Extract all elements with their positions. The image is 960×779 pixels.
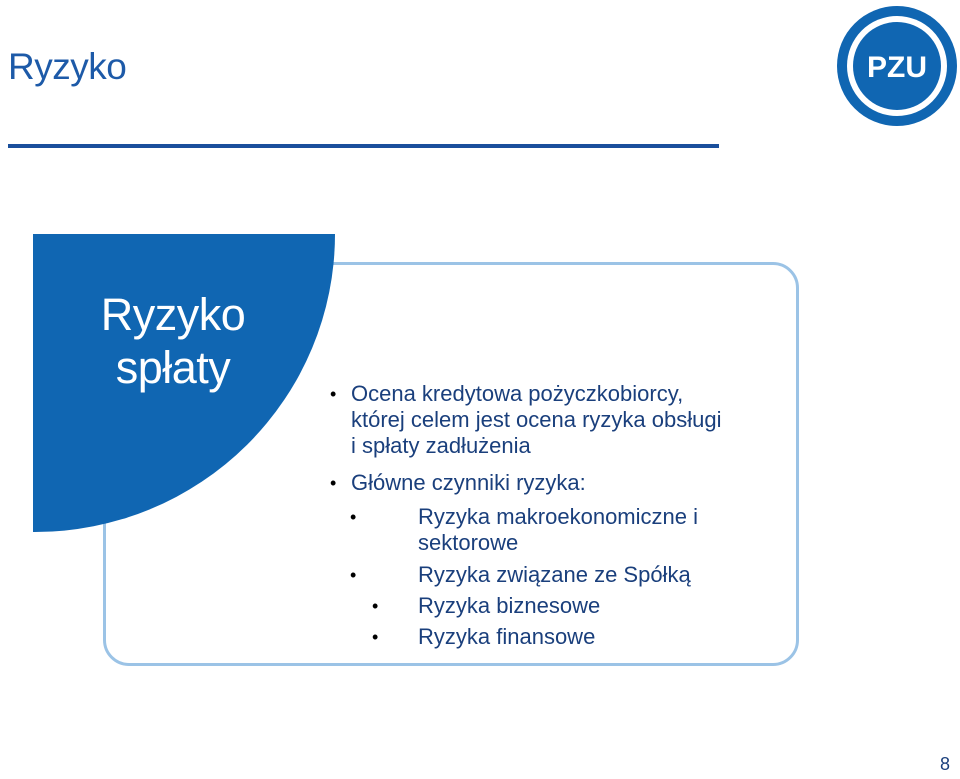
bullet-icon: •: [330, 473, 337, 493]
list-item-line: Ryzyka związane ze Spółką: [418, 562, 691, 587]
bullet-icon: •: [350, 507, 357, 527]
list-item-line: Główne czynniki ryzyka:: [351, 470, 586, 495]
list-item-line: której celem jest ocena ryzyka obsługi: [351, 407, 722, 432]
list-item-line: Ryzyka finansowe: [418, 624, 596, 649]
slide-title: Ryzyko: [8, 46, 127, 87]
list-item-line: i spłaty zadłużenia: [351, 433, 531, 458]
tab-title-line1: Ryzyko: [100, 289, 246, 340]
bullet-icon: •: [372, 627, 379, 647]
list-item-line: sektorowe: [418, 530, 519, 555]
list-item-line: Ryzyka makroekonomiczne i: [418, 504, 698, 529]
logo-text: PZU: [867, 51, 927, 84]
bullet-icon: •: [372, 596, 379, 616]
page-number: 8: [939, 754, 950, 774]
bullet-icon: •: [330, 384, 337, 404]
bullet-icon: •: [350, 565, 357, 585]
tab-title-line2: spłaty: [115, 342, 231, 393]
section-tab-title: [63, 288, 283, 394]
pzu-logo-icon: [836, 5, 958, 127]
list-item-line: Ocena kredytowa pożyczkobiorcy,: [351, 381, 684, 406]
list-item-line: Ryzyka biznesowe: [418, 593, 601, 618]
title-rule: [8, 144, 719, 148]
